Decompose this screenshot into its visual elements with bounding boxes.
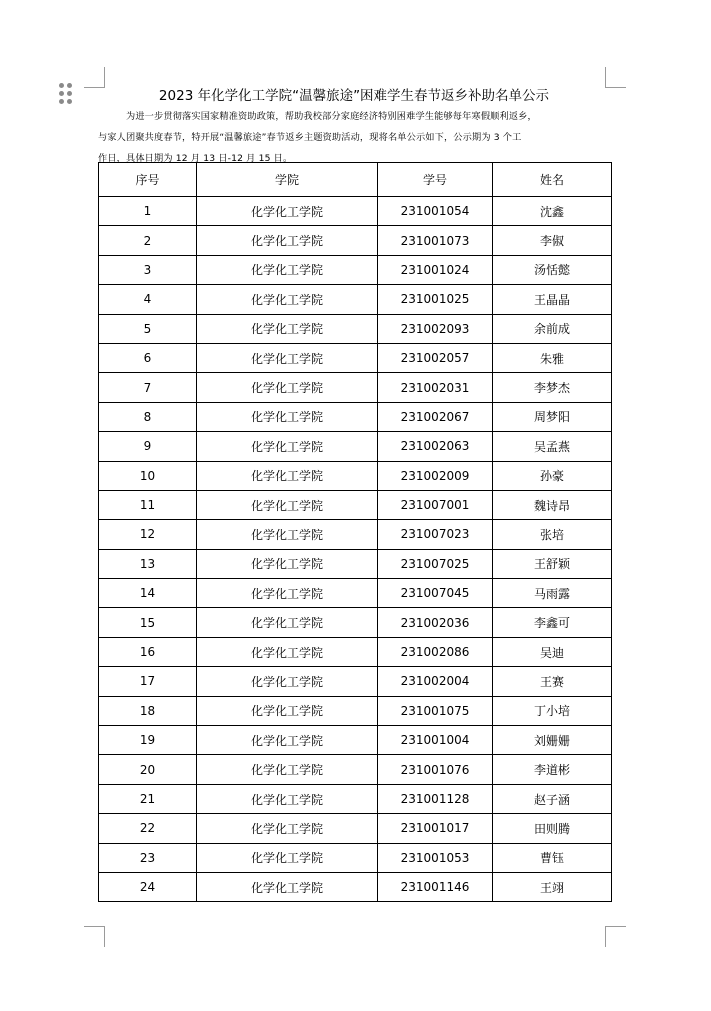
- cell-college: 化学化工学院: [197, 726, 378, 755]
- cell-index: 3: [99, 255, 197, 284]
- table-row: [99, 549, 612, 578]
- cell-name: 汤恬懿: [493, 255, 612, 284]
- cell-name: 王翊: [493, 872, 612, 901]
- cell-college: 化学化工学院: [197, 872, 378, 901]
- table-row: [99, 490, 612, 519]
- cell-student-id: 231002004: [378, 667, 493, 696]
- cell-college: 化学化工学院: [197, 490, 378, 519]
- cell-student-id: 231002057: [378, 343, 493, 372]
- cell-name: 王晶晶: [493, 285, 612, 314]
- cell-college: 化学化工学院: [197, 637, 378, 666]
- cell-name: 李道彬: [493, 755, 612, 784]
- cell-college: 化学化工学院: [197, 784, 378, 813]
- cell-college: 化学化工学院: [197, 579, 378, 608]
- table-row: [99, 461, 612, 490]
- page-title: 2023 年化学化工学院“温馨旅途”困难学生春节返乡补助名单公示: [158, 88, 550, 104]
- cell-college: 化学化工学院: [197, 755, 378, 784]
- cell-student-id: 231002086: [378, 637, 493, 666]
- table-row: [99, 608, 612, 637]
- cell-student-id: 231002009: [378, 461, 493, 490]
- cell-college: 化学化工学院: [197, 226, 378, 255]
- cell-name: 李鑫可: [493, 608, 612, 637]
- cell-name: 王赛: [493, 667, 612, 696]
- cell-student-id: 231002067: [378, 402, 493, 431]
- cell-college: 化学化工学院: [197, 608, 378, 637]
- cell-index: 24: [99, 872, 197, 901]
- cell-student-id: 231001146: [378, 872, 493, 901]
- cell-index: 2: [99, 226, 197, 255]
- cell-index: 14: [99, 579, 197, 608]
- cell-index: 22: [99, 814, 197, 843]
- cell-index: 18: [99, 696, 197, 725]
- cell-college: 化学化工学院: [197, 549, 378, 578]
- header-student-id: 学号: [378, 163, 493, 197]
- table-header-row: [99, 163, 612, 197]
- cell-college: 化学化工学院: [197, 432, 378, 461]
- table-row: [99, 579, 612, 608]
- cell-student-id: 231001128: [378, 784, 493, 813]
- cell-college: 化学化工学院: [197, 843, 378, 872]
- cell-student-id: 231001024: [378, 255, 493, 284]
- table-row: [99, 755, 612, 784]
- cell-student-id: 231001017: [378, 814, 493, 843]
- table-row: [99, 255, 612, 284]
- intro-line: 为进一步贯彻落实国家精准资助政策，帮助我校部分家庭经济特别困难学生能够每年寒假顺利返乡，: [126, 111, 537, 122]
- intro-line: 与家人团聚共度春节，特开展“温馨旅途”春节返乡主题资助活动，现将名单公示如下，公示期为 3 个工: [98, 132, 522, 143]
- cell-index: 21: [99, 784, 197, 813]
- crop-mark-bottom-right: [605, 926, 626, 947]
- table-row: [99, 667, 612, 696]
- crop-mark-top-right: [605, 67, 626, 88]
- cell-index: 15: [99, 608, 197, 637]
- table-row: [99, 696, 612, 725]
- recipient-table: [98, 162, 612, 902]
- drag-handle-icon[interactable]: [59, 83, 73, 105]
- table-row: [99, 373, 612, 402]
- cell-college: 化学化工学院: [197, 343, 378, 372]
- cell-name: 周梦阳: [493, 402, 612, 431]
- cell-name: 王舒颖: [493, 549, 612, 578]
- table-row: [99, 226, 612, 255]
- cell-index: 12: [99, 520, 197, 549]
- table-row: [99, 343, 612, 372]
- cell-name: 沈鑫: [493, 197, 612, 226]
- cell-student-id: 231001075: [378, 696, 493, 725]
- cell-name: 吴孟燕: [493, 432, 612, 461]
- cell-student-id: 231001054: [378, 197, 493, 226]
- cell-index: 5: [99, 314, 197, 343]
- cell-index: 20: [99, 755, 197, 784]
- cell-student-id: 231007045: [378, 579, 493, 608]
- cell-name: 马雨露: [493, 579, 612, 608]
- table-row: [99, 843, 612, 872]
- cell-college: 化学化工学院: [197, 373, 378, 402]
- cell-student-id: 231002093: [378, 314, 493, 343]
- cell-student-id: 231002063: [378, 432, 493, 461]
- cell-index: 23: [99, 843, 197, 872]
- header-college: 学院: [197, 163, 378, 197]
- cell-name: 曹钰: [493, 843, 612, 872]
- cell-name: 赵子涵: [493, 784, 612, 813]
- header-index: 序号: [99, 163, 197, 197]
- table-row: [99, 872, 612, 901]
- cell-index: 4: [99, 285, 197, 314]
- cell-name: 余前成: [493, 314, 612, 343]
- intro-line: 作日，具体日期为 12 月 13 日-12 月 15 日。: [98, 153, 293, 164]
- cell-index: 16: [99, 637, 197, 666]
- cell-name: 张培: [493, 520, 612, 549]
- cell-college: 化学化工学院: [197, 285, 378, 314]
- cell-student-id: 231007025: [378, 549, 493, 578]
- cell-student-id: 231001076: [378, 755, 493, 784]
- cell-index: 17: [99, 667, 197, 696]
- table-row: [99, 726, 612, 755]
- cell-college: 化学化工学院: [197, 814, 378, 843]
- cell-college: 化学化工学院: [197, 197, 378, 226]
- cell-index: 1: [99, 197, 197, 226]
- cell-student-id: 231002036: [378, 608, 493, 637]
- table-row: [99, 637, 612, 666]
- cell-college: 化学化工学院: [197, 667, 378, 696]
- cell-name: 田则腾: [493, 814, 612, 843]
- table-row: [99, 197, 612, 226]
- table-row: [99, 520, 612, 549]
- cell-student-id: 231001053: [378, 843, 493, 872]
- cell-name: 孙豪: [493, 461, 612, 490]
- cell-name: 李俶: [493, 226, 612, 255]
- table-row: [99, 432, 612, 461]
- cell-college: 化学化工学院: [197, 255, 378, 284]
- crop-mark-bottom-left: [84, 926, 105, 947]
- cell-student-id: 231007001: [378, 490, 493, 519]
- cell-index: 13: [99, 549, 197, 578]
- cell-index: 19: [99, 726, 197, 755]
- cell-student-id: 231002031: [378, 373, 493, 402]
- intro-paragraph: [98, 106, 607, 169]
- cell-index: 6: [99, 343, 197, 372]
- cell-name: 李梦杰: [493, 373, 612, 402]
- table-row: [99, 784, 612, 813]
- cell-college: 化学化工学院: [197, 696, 378, 725]
- cell-student-id: 231007023: [378, 520, 493, 549]
- cell-name: 朱雅: [493, 343, 612, 372]
- cell-index: 10: [99, 461, 197, 490]
- cell-student-id: 231001004: [378, 726, 493, 755]
- cell-college: 化学化工学院: [197, 402, 378, 431]
- cell-name: 丁小培: [493, 696, 612, 725]
- table-row: [99, 402, 612, 431]
- table-row: [99, 285, 612, 314]
- crop-mark-top-left: [84, 67, 105, 88]
- cell-college: 化学化工学院: [197, 314, 378, 343]
- header-name: 姓名: [493, 163, 612, 197]
- cell-index: 7: [99, 373, 197, 402]
- cell-student-id: 231001073: [378, 226, 493, 255]
- cell-index: 11: [99, 490, 197, 519]
- table-row: [99, 814, 612, 843]
- cell-index: 8: [99, 402, 197, 431]
- cell-index: 9: [99, 432, 197, 461]
- cell-name: 吴迪: [493, 637, 612, 666]
- cell-name: 魏诗昂: [493, 490, 612, 519]
- cell-name: 刘姗姗: [493, 726, 612, 755]
- table-row: [99, 314, 612, 343]
- cell-college: 化学化工学院: [197, 461, 378, 490]
- cell-college: 化学化工学院: [197, 520, 378, 549]
- cell-student-id: 231001025: [378, 285, 493, 314]
